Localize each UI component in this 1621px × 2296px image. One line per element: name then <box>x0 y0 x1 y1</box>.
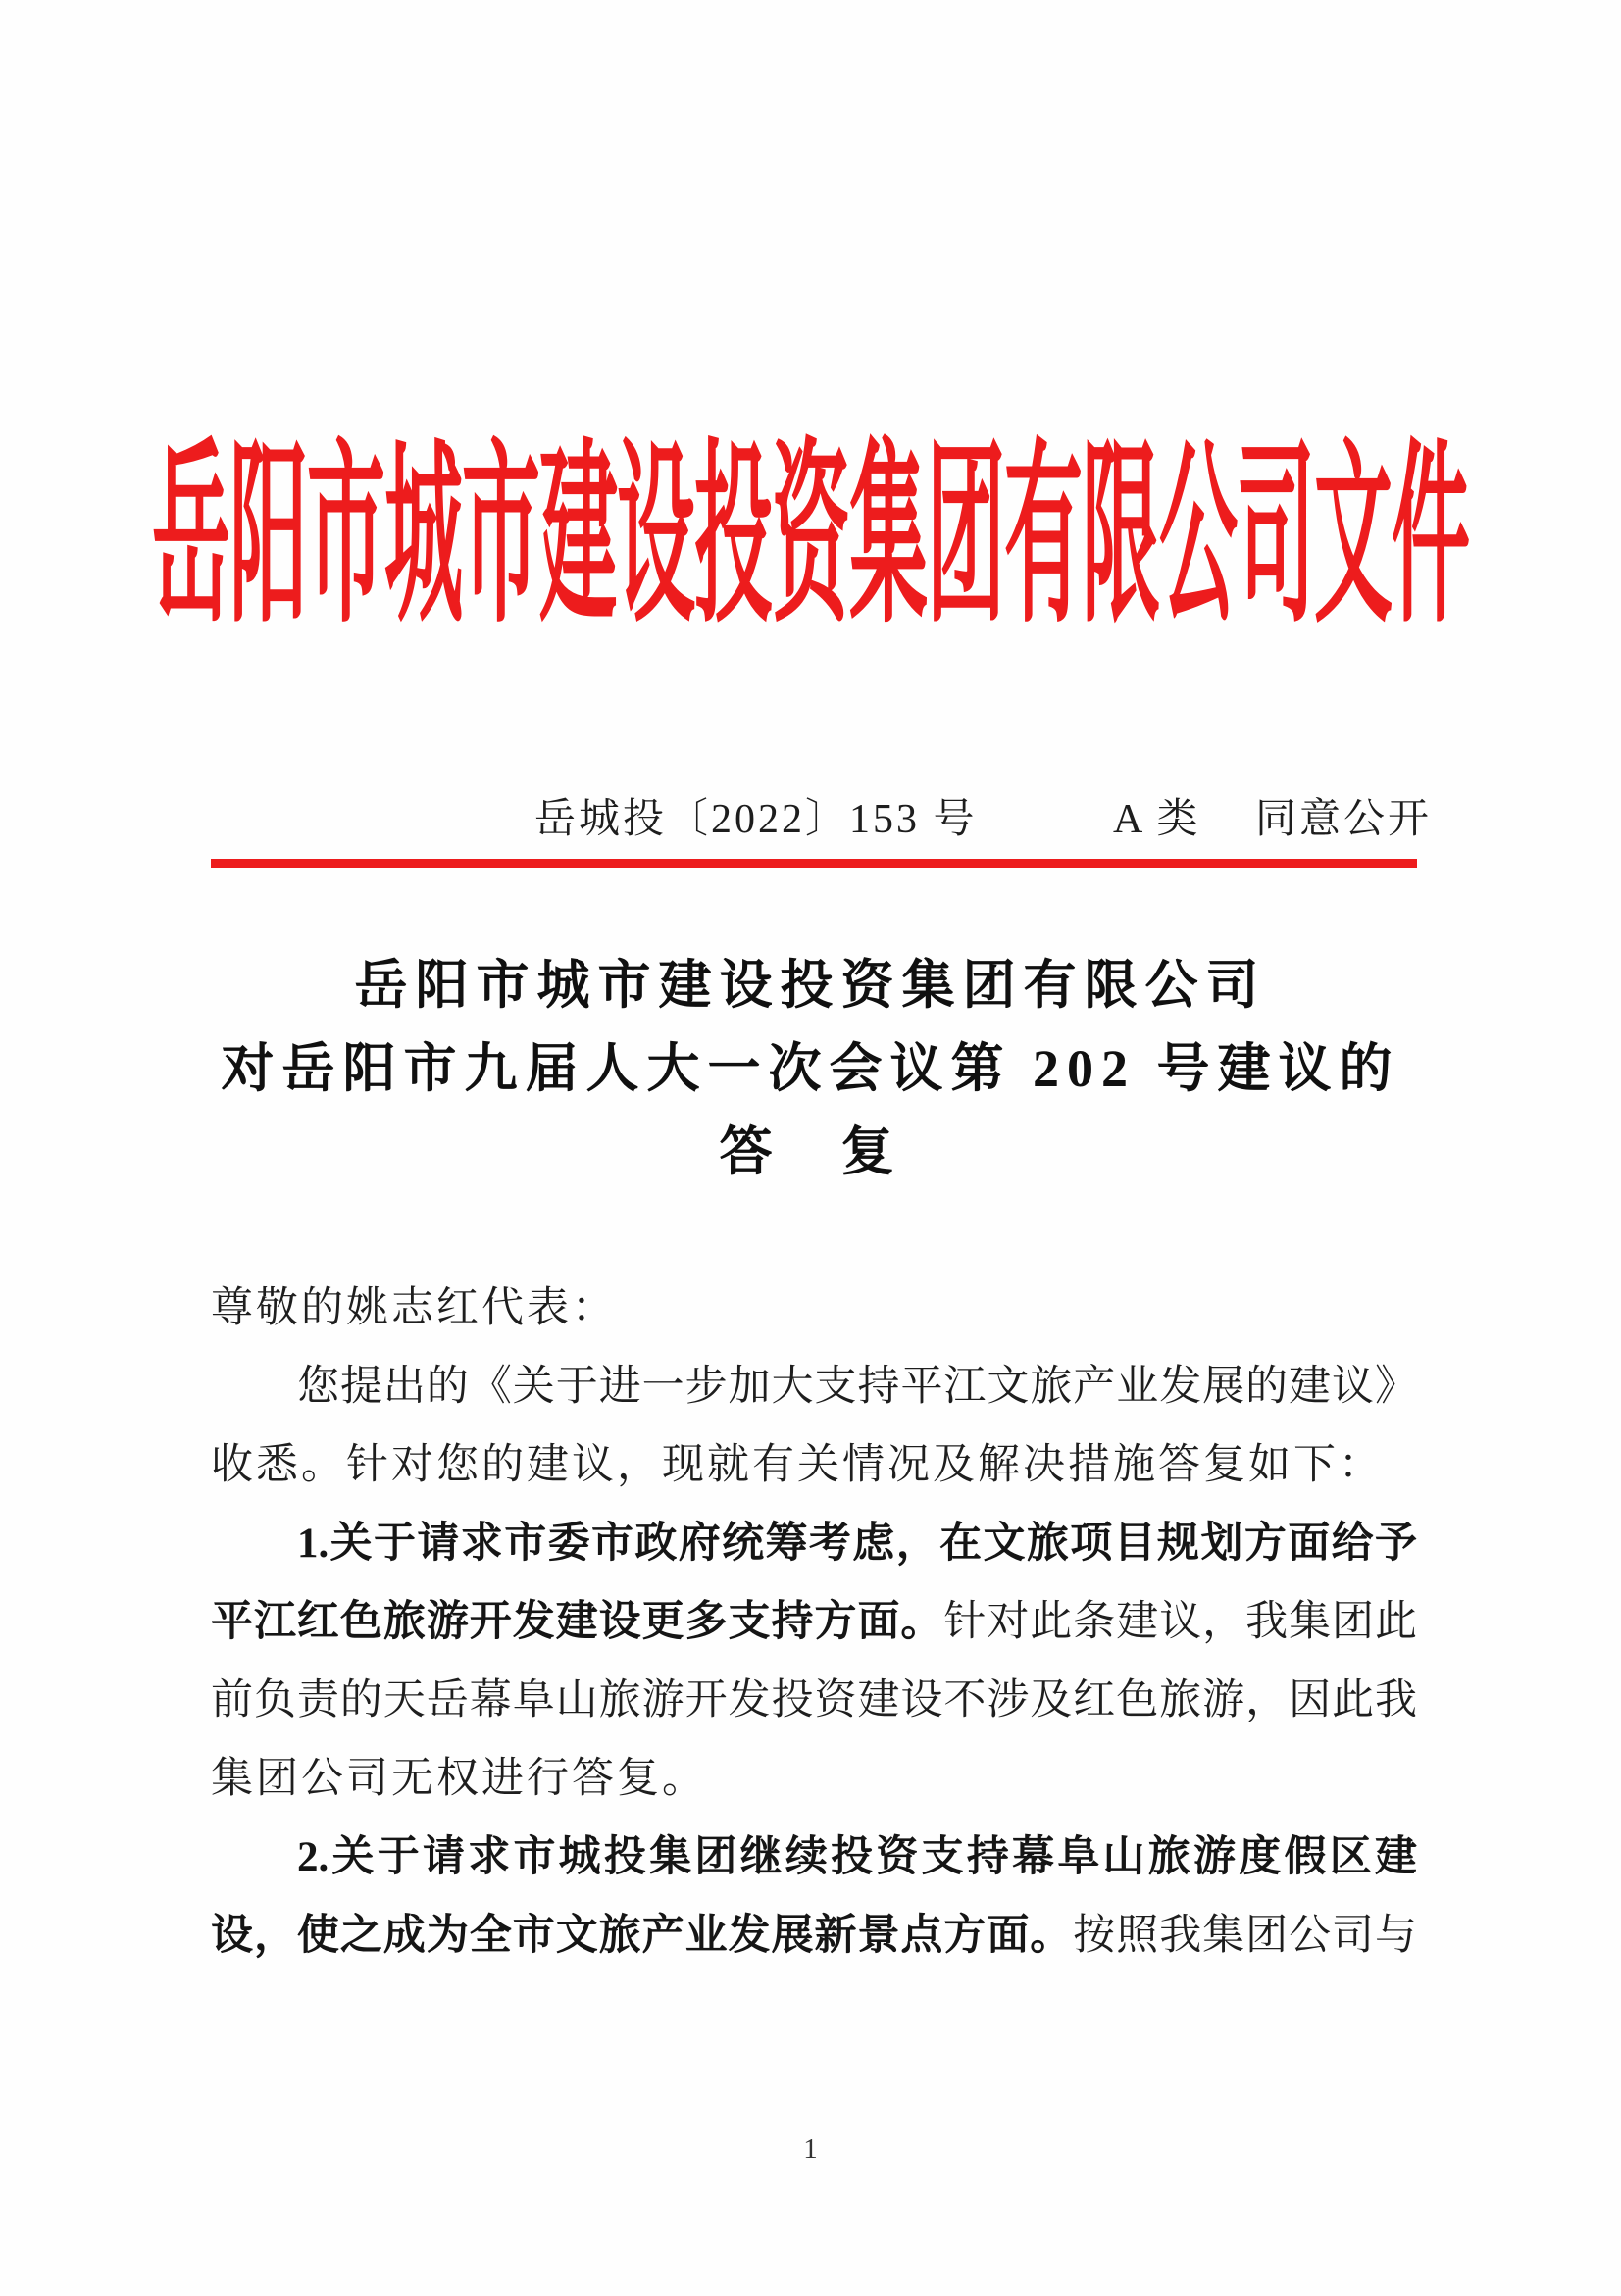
body-segment: 按照我集团公司与 <box>1073 1913 1418 1959</box>
body-line <box>211 1740 1417 1819</box>
page-number: 1 <box>803 2133 818 2165</box>
body-segment: 尊敬的姚志红代表： <box>211 1285 617 1331</box>
body-line <box>211 1348 1417 1426</box>
document-title <box>0 944 1621 1194</box>
red-letterhead <box>0 431 1621 647</box>
doc-number: 岳城投〔2022〕153 号 <box>534 797 978 842</box>
body-segment: 您提出的《关于进一步加大支持平江文旅产业发展的建议》 <box>297 1364 1417 1410</box>
body-line <box>211 1662 1417 1740</box>
body-segment-bold: 平江红色旅游开发建设更多支持方面。 <box>211 1599 944 1645</box>
body-segment: 集团公司无权进行答复。 <box>211 1756 707 1802</box>
body-line <box>211 1505 1417 1583</box>
red-divider-line <box>211 859 1417 868</box>
body-line <box>211 1426 1417 1505</box>
title-line-3: 答 复 <box>719 1123 902 1181</box>
doc-class-label: A 类 <box>1113 797 1201 842</box>
body-line <box>211 1583 1417 1662</box>
letterhead-org-title: 岳阳市城市建设投资集团有限公司文件 <box>152 431 1469 647</box>
body-segment-bold: 1.关于请求市委市政府统筹考虑，在文旅项目规划方面给予 <box>297 1521 1417 1567</box>
body-segment: 前负责的天岳幕阜山旅游开发投资建设不涉及红色旅游，因此我 <box>211 1677 1417 1723</box>
title-line-2: 对岳阳市九届人大一次会议第 202 号建议的 <box>221 1039 1400 1098</box>
body-segment: 针对此条建议，我集团此 <box>943 1599 1418 1645</box>
body-line <box>211 1897 1417 1975</box>
body-text <box>211 1270 1417 1975</box>
body-segment-bold: 设，使之成为全市文旅产业发展新景点方面。 <box>211 1913 1074 1959</box>
body-line <box>211 1270 1417 1348</box>
doc-class-group <box>1113 796 1432 843</box>
body-segment-bold: 2.关于请求市城投集团继续投资支持幕阜山旅游度假区建 <box>297 1834 1417 1880</box>
title-line-1: 岳阳市城市建设投资集团有限公司 <box>354 956 1267 1015</box>
body-line <box>211 1819 1417 1897</box>
doc-meta-line <box>0 796 1621 847</box>
body-segment: 收悉。针对您的建议，现就有关情况及解决措施答复如下： <box>211 1442 1384 1488</box>
doc-publicity-label: 同意公开 <box>1255 797 1433 842</box>
